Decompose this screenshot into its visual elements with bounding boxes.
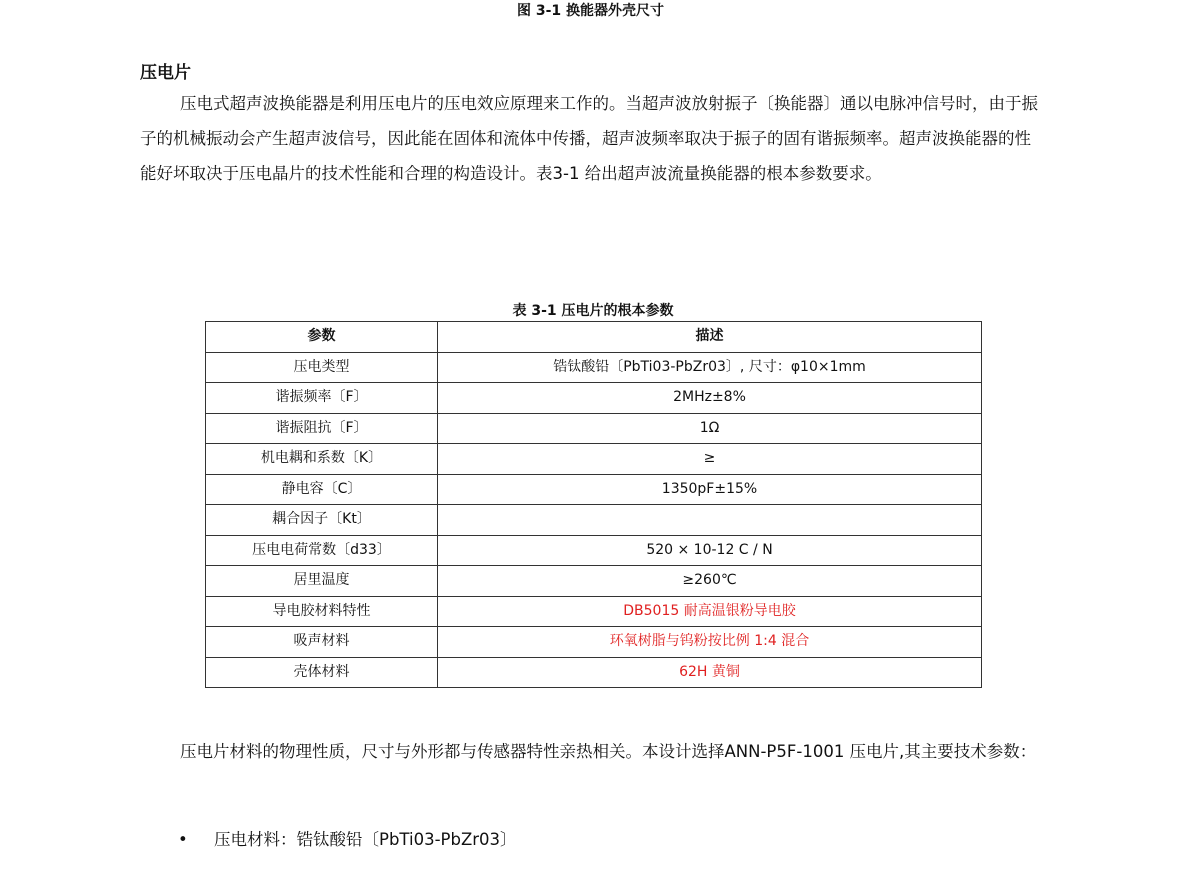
table-row	[206, 383, 982, 414]
paragraph-material	[140, 734, 1040, 769]
param-cell: 压电电荷常数〔d33〕	[206, 535, 438, 566]
table-caption: 表 3-1 压电片的根本参数	[512, 303, 674, 319]
table-row	[206, 413, 982, 444]
table-row	[206, 505, 982, 536]
param-cell: 机电耦和系数〔K〕	[206, 444, 438, 475]
param-cell: 导电胶材料特性	[206, 596, 438, 627]
desc-cell: 2MHz±8%	[438, 383, 982, 414]
table-row	[206, 657, 982, 688]
desc-cell-highlight: DB5015 耐高温银粉导电胶	[438, 596, 982, 627]
parameters-table	[205, 321, 982, 688]
bullet-text: 压电材料：锆钛酸铅〔PbTi03-PbZr03〕	[214, 830, 517, 849]
desc-cell: 1350pF±15%	[438, 474, 982, 505]
table-row	[206, 535, 982, 566]
table-row	[206, 352, 982, 383]
table-row	[206, 596, 982, 627]
bullet-icon: •	[178, 830, 188, 849]
param-cell: 吸声材料	[206, 627, 438, 658]
header-param: 参数	[206, 322, 438, 353]
table-header-row	[206, 322, 982, 353]
desc-cell: ≥260℃	[438, 566, 982, 597]
table-row	[206, 566, 982, 597]
param-cell: 居里温度	[206, 566, 438, 597]
desc-cell: 520 × 10-12 C / N	[438, 535, 982, 566]
desc-cell-highlight: 环氧树脂与钨粉按比例 1:4 混合	[438, 627, 982, 658]
param-cell: 压电类型	[206, 352, 438, 383]
desc-cell	[438, 505, 982, 536]
param-cell: 壳体材料	[206, 657, 438, 688]
header-desc: 描述	[438, 322, 982, 353]
bullet-item	[178, 826, 517, 854]
figure-caption: 图 3-1 换能器外壳尺寸	[516, 3, 665, 19]
paragraph-intro	[140, 86, 1040, 191]
table-row	[206, 627, 982, 658]
param-cell: 静电容〔C〕	[206, 474, 438, 505]
paragraph-intro-text: 压电式超声波换能器是利用压电片的压电效应原理来工作的。当超声波放射振子〔换能器〕通以电脉冲信号时，由于振子的机械振动会产生超声波信号，因此能在固体和流体中传播，超声波频率取决于振子的固有谐振频率。超声波换能器的性能好坏取决于压电晶片的技术性能和合理的构造设计。表3-1 给出超声波流量换能器的根本参数要求。	[140, 94, 1038, 183]
paragraph-material-text: 压电片材料的物理性质，尺寸与外形都与传感器特性亲热相关。本设计选择ANN-P5F-1001 压电片,其主要技术参数：	[180, 742, 1037, 761]
section-title: 压电片	[140, 63, 191, 83]
desc-cell: ≥	[438, 444, 982, 475]
desc-cell: 锆钛酸铅〔PbTi03-PbZr03〕, 尺寸：φ10×1mm	[438, 352, 982, 383]
param-cell: 谐振阻抗〔F〕	[206, 413, 438, 444]
desc-cell-highlight: 62H 黄铜	[438, 657, 982, 688]
table-row	[206, 444, 982, 475]
param-cell: 耦合因子〔Kt〕	[206, 505, 438, 536]
table-row	[206, 474, 982, 505]
param-cell: 谐振频率〔F〕	[206, 383, 438, 414]
desc-cell: 1Ω	[438, 413, 982, 444]
